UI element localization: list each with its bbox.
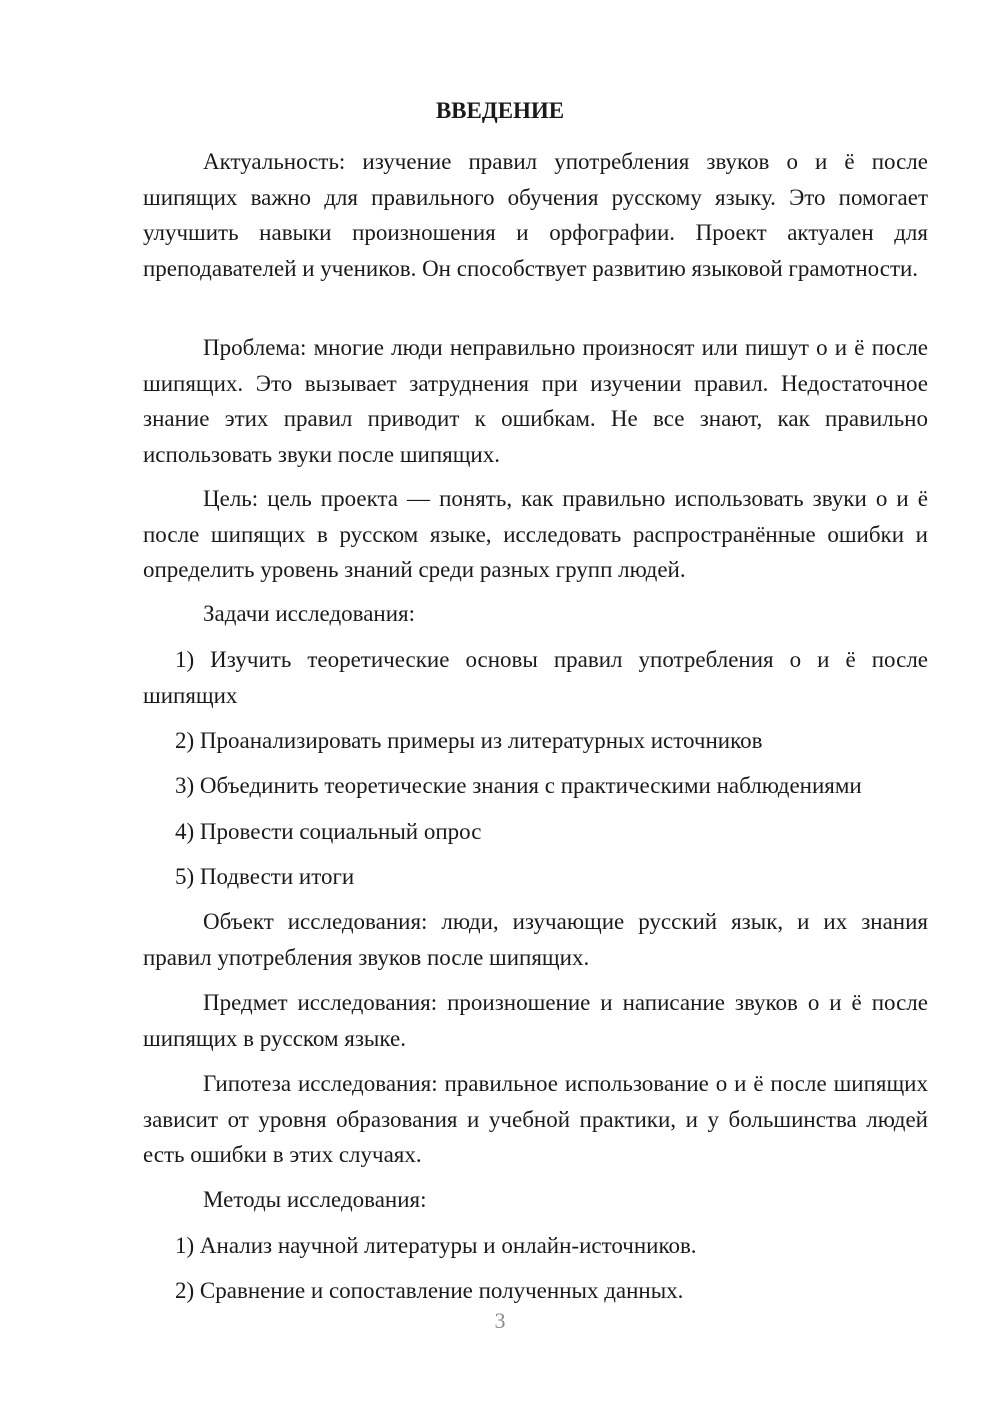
list-item-task-5: 5) Подвести итоги: [175, 864, 355, 889]
paragraph-tasks-heading: Задачи исследования:: [203, 601, 416, 626]
list-item-method-2: 2) Сравнение и сопоставление полученных данных.: [175, 1278, 684, 1303]
paragraph-subject: Предмет исследования: произношение и написание звуков о и ё после шипящих в русском языке.: [143, 990, 928, 1051]
list-item-task-3: 3) Объединить теоретические знания с практическими наблюдениями: [175, 773, 862, 798]
page-title: ВВЕДЕНИЕ: [435, 98, 565, 123]
list-item-method-1: 1) Анализ научной литературы и онлайн-источников.: [175, 1233, 697, 1258]
paragraph-problem: Проблема: многие люди неправильно произносят или пишут о и ё после шипящих. Это вызывает затруднения при изучении правил. Недостаточное знание этих правил приводит к ошибкам. Не все знают, как правильно использовать звуки после шипящих.: [143, 335, 928, 467]
paragraph-hypothesis: Гипотеза исследования: правильное использование о и ё после шипящих зависит от уровня образования и учебной практики, и у большинства людей есть ошибки в этих случаях.: [143, 1071, 928, 1167]
list-item-task-4: 4) Провести социальный опрос: [175, 819, 482, 844]
paragraph-object: Объект исследования: люди, изучающие русский язык, и их знания правил употребления звуков после шипящих.: [143, 909, 928, 970]
list-item-task-2: 2) Проанализировать примеры из литературных источников: [175, 728, 763, 753]
list-item-task-1: 1) Изучить теоретические основы правил употребления о и ё после шипящих: [143, 647, 928, 708]
paragraph-relevance: Актуальность: изучение правил употребления звуков о и ё после шипящих важно для правильного обучения русскому языку. Это помогает улучшить навыки произношения и орфографии. Проект актуален для преподавателей и учеников. Он способствует развитию языковой грамотности.: [143, 149, 928, 281]
paragraph-goal: Цель: цель проекта — понять, как правильно использовать звуки о и ё после шипящих в русском языке, исследовать распространённые ошибки и определить уровень знаний среди разных групп людей.: [143, 486, 928, 582]
page-number: 3: [494, 1308, 506, 1333]
paragraph-methods-heading: Методы исследования:: [203, 1187, 427, 1212]
